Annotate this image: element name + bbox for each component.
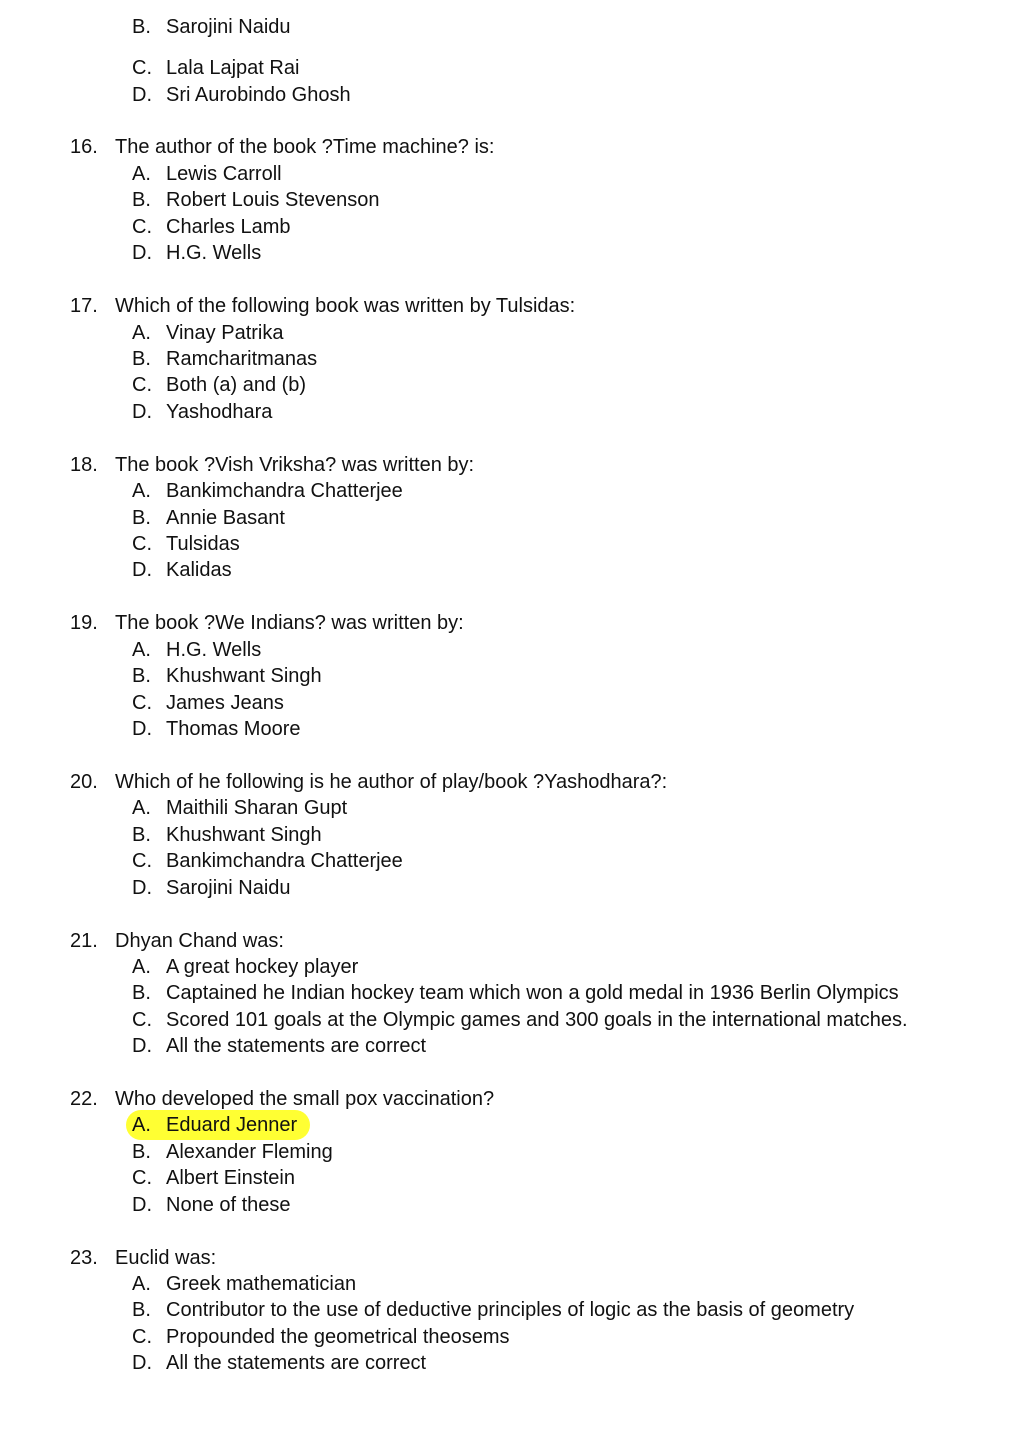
option-item bbox=[0, 690, 1024, 716]
question-text: The author of the book ?Time machine? is: bbox=[115, 136, 495, 158]
option-item bbox=[0, 1033, 1024, 1059]
question-number: 21. bbox=[70, 930, 98, 952]
option-text: None of these bbox=[166, 1194, 291, 1216]
option-letter: A. bbox=[132, 639, 151, 661]
question-number: 18. bbox=[70, 454, 98, 476]
option-text: Greek mathematician bbox=[166, 1273, 357, 1295]
option-text: Bankimchandra Chatterjee bbox=[166, 480, 403, 502]
option-letter: B. bbox=[132, 348, 151, 370]
question-text: Which of he following is he author of play/book ?Yashodhara?: bbox=[115, 771, 668, 793]
option-item bbox=[0, 954, 1024, 980]
option-item bbox=[0, 716, 1024, 742]
option-text: H.G. Wells bbox=[166, 242, 262, 264]
option-letter: D. bbox=[132, 1035, 152, 1057]
option-item bbox=[0, 399, 1024, 425]
question-number: 20. bbox=[70, 771, 98, 793]
option-text: Scored 101 goals at the Olympic games and 300 goals in the international matches. bbox=[166, 1009, 908, 1031]
option-item bbox=[0, 1192, 1024, 1218]
question-line bbox=[0, 1245, 1024, 1271]
option-item bbox=[0, 663, 1024, 689]
option-text: Khushwant Singh bbox=[166, 665, 322, 687]
option-letter: B. bbox=[132, 189, 151, 211]
option-letter: D. bbox=[132, 718, 152, 740]
option-text: Contributor to the use of deductive principles of logic as the basis of geometry bbox=[166, 1299, 855, 1321]
option-letter: B. bbox=[132, 16, 151, 38]
option-text: Lala Lajpat Rai bbox=[166, 57, 300, 79]
question-line bbox=[0, 134, 1024, 160]
option-item bbox=[0, 557, 1024, 583]
option-item bbox=[0, 1271, 1024, 1297]
question-text: Which of the following book was written by Tulsidas: bbox=[115, 295, 576, 317]
option-item bbox=[0, 505, 1024, 531]
option-letter: B. bbox=[132, 665, 151, 687]
option-letter: B. bbox=[132, 982, 151, 1004]
option-item bbox=[0, 55, 1024, 81]
option-item bbox=[0, 1007, 1024, 1033]
option-letter: C. bbox=[132, 57, 152, 79]
cut-off-option bbox=[0, 16, 1024, 52]
option-text: Yashodhara bbox=[166, 401, 273, 423]
option-letter: A. bbox=[132, 163, 151, 185]
question-line bbox=[0, 928, 1024, 954]
option-item bbox=[0, 214, 1024, 240]
question-line bbox=[0, 769, 1024, 795]
question-text: Dhyan Chand was: bbox=[115, 930, 284, 952]
option-item bbox=[0, 320, 1024, 346]
option-item bbox=[0, 980, 1024, 1006]
option-text: Vinay Patrika bbox=[166, 322, 284, 344]
question-number: 22. bbox=[70, 1088, 98, 1110]
option-item bbox=[0, 1165, 1024, 1191]
option-text: All the statements are correct bbox=[166, 1035, 427, 1057]
option-letter: D. bbox=[132, 559, 152, 581]
option-letter: D. bbox=[132, 242, 152, 264]
question-text: The book ?We Indians? was written by: bbox=[115, 612, 464, 634]
option-letter: C. bbox=[132, 374, 152, 396]
question-line bbox=[0, 610, 1024, 636]
question-line bbox=[0, 1086, 1024, 1112]
option-letter: D. bbox=[132, 877, 152, 899]
option-item bbox=[0, 1139, 1024, 1165]
option-letter: B. bbox=[132, 824, 151, 846]
option-letter: C. bbox=[132, 692, 152, 714]
option-text: Tulsidas bbox=[166, 533, 240, 555]
option-item bbox=[0, 1350, 1024, 1376]
option-text: Propounded the geometrical theosems bbox=[166, 1326, 510, 1348]
option-text: Annie Basant bbox=[166, 507, 285, 529]
option-letter: C. bbox=[132, 1009, 152, 1031]
option-item bbox=[0, 822, 1024, 848]
option-text: Lewis Carroll bbox=[166, 163, 282, 185]
option-text: Charles Lamb bbox=[166, 216, 291, 238]
question-number: 17. bbox=[70, 295, 98, 317]
option-item bbox=[0, 478, 1024, 504]
option-letter: D. bbox=[132, 84, 152, 106]
option-letter: C. bbox=[132, 1167, 152, 1189]
option-letter: C. bbox=[132, 1326, 152, 1348]
option-text: Sarojini Naidu bbox=[166, 16, 291, 38]
question-number: 16. bbox=[70, 136, 98, 158]
option-item bbox=[0, 795, 1024, 821]
question-number: 19. bbox=[70, 612, 98, 634]
option-item bbox=[0, 1297, 1024, 1323]
option-item bbox=[0, 1324, 1024, 1350]
option-letter: C. bbox=[132, 216, 152, 238]
option-letter: A. bbox=[132, 1114, 151, 1136]
option-letter: C. bbox=[132, 533, 152, 555]
option-item bbox=[0, 187, 1024, 213]
option-text: H.G. Wells bbox=[166, 639, 262, 661]
question-text: The book ?Vish Vriksha? was written by: bbox=[115, 454, 475, 476]
option-letter: D. bbox=[132, 1194, 152, 1216]
option-text: Sarojini Naidu bbox=[166, 877, 291, 899]
option-text: Both (a) and (b) bbox=[166, 374, 307, 396]
option-letter: D. bbox=[132, 1352, 152, 1374]
option-text: All the statements are correct bbox=[166, 1352, 427, 1374]
question-text: Who developed the small pox vaccination? bbox=[115, 1088, 495, 1110]
option-letter: A. bbox=[132, 1273, 151, 1295]
option-text: Maithili Sharan Gupt bbox=[166, 797, 348, 819]
option-text: Alexander Fleming bbox=[166, 1141, 333, 1163]
option-text: Albert Einstein bbox=[166, 1167, 295, 1189]
option-letter: A. bbox=[132, 956, 151, 978]
option-item-highlighted bbox=[0, 1112, 1024, 1138]
option-item bbox=[0, 346, 1024, 372]
option-text: Bankimchandra Chatterjee bbox=[166, 850, 403, 872]
option-letter: A. bbox=[132, 797, 151, 819]
question-number: 23. bbox=[70, 1247, 98, 1269]
option-item bbox=[0, 637, 1024, 663]
option-item bbox=[0, 531, 1024, 557]
option-text: Sri Aurobindo Ghosh bbox=[166, 84, 351, 106]
option-letter: A. bbox=[132, 322, 151, 344]
option-item bbox=[0, 848, 1024, 874]
option-text: A great hockey player bbox=[166, 956, 359, 978]
option-item bbox=[0, 875, 1024, 901]
option-item bbox=[0, 240, 1024, 266]
option-item bbox=[0, 82, 1024, 108]
question-line bbox=[0, 452, 1024, 478]
option-text: James Jeans bbox=[166, 692, 284, 714]
question-line bbox=[0, 293, 1024, 319]
option-text: Eduard Jenner bbox=[166, 1114, 298, 1136]
option-text: Khushwant Singh bbox=[166, 824, 322, 846]
option-letter: B. bbox=[132, 507, 151, 529]
option-item bbox=[0, 161, 1024, 187]
option-letter: C. bbox=[132, 850, 152, 872]
option-text: Thomas Moore bbox=[166, 718, 301, 740]
question-text: Euclid was: bbox=[115, 1247, 217, 1269]
option-text: Captained he Indian hockey team which won a gold medal in 1936 Berlin Olympics bbox=[166, 982, 899, 1004]
option-text: Robert Louis Stevenson bbox=[166, 189, 380, 211]
option-letter: B. bbox=[132, 1141, 151, 1163]
option-text: Kalidas bbox=[166, 559, 232, 581]
option-letter: D. bbox=[132, 401, 152, 423]
option-letter: B. bbox=[132, 1299, 151, 1321]
option-letter: A. bbox=[132, 480, 151, 502]
option-text: Ramcharitmanas bbox=[166, 348, 318, 370]
option-item bbox=[0, 372, 1024, 398]
